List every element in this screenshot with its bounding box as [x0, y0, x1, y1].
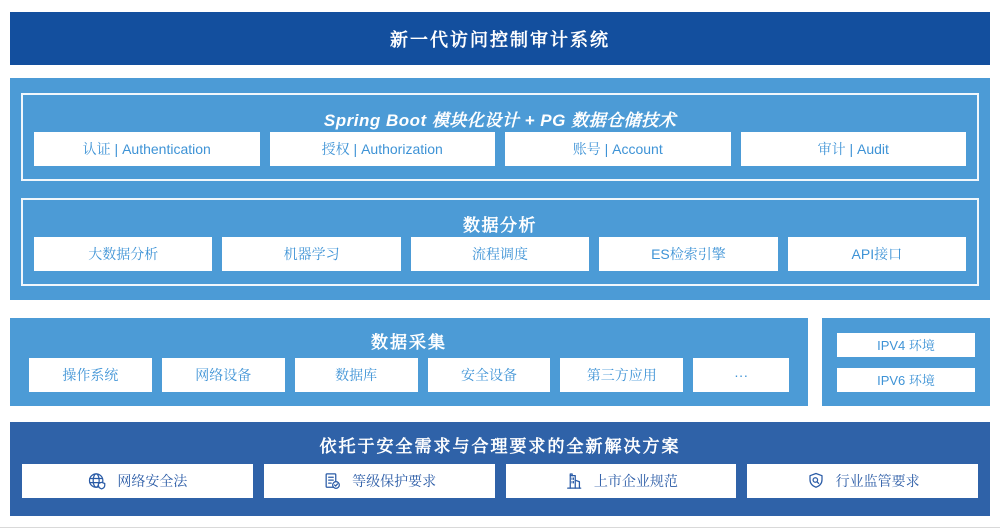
shield-magnifier-icon: [806, 471, 826, 491]
solution-box-label: 网络安全法: [117, 473, 188, 489]
analysis-box-scheduling: 流程调度: [411, 237, 589, 271]
solution-box-industry-regulation: [747, 464, 978, 498]
analysis-box-api: API接口: [788, 237, 966, 271]
module-box-authentication: 认证 | Authentication: [34, 132, 260, 166]
env-box-ipv4: IPV4 环境: [837, 333, 975, 357]
page-title: 新一代访问控制审计系统: [390, 29, 610, 50]
solution-box-cybersecurity-law: [22, 464, 253, 498]
globe-shield-icon: [87, 471, 107, 491]
analysis-box-bigdata: 大数据分析: [34, 237, 212, 271]
top-banner: [10, 12, 990, 65]
solution-panel: [10, 422, 990, 516]
module-box-account: 账号 | Account: [505, 132, 731, 166]
collection-box-os: 操作系统: [29, 358, 152, 392]
spring-section: [21, 93, 979, 181]
solution-box-listed-company: [506, 464, 737, 498]
collection-box-network-device: 网络设备: [162, 358, 285, 392]
module-box-authorization: 授权 | Authorization: [270, 132, 496, 166]
collection-row: [29, 358, 789, 392]
analysis-box-es: ES检索引擎: [599, 237, 777, 271]
collection-title: 数据采集: [371, 333, 447, 352]
analysis-section-title: 数据分析: [463, 216, 537, 235]
analysis-section: [21, 198, 979, 286]
collection-box-database: 数据库: [295, 358, 418, 392]
solution-box-label: 等级保护要求: [352, 473, 437, 489]
solution-row: [22, 464, 978, 498]
spring-section-title: Spring Boot 模块化设计 + PG 数据仓储技术: [323, 111, 677, 130]
analysis-box-ml: 机器学习: [222, 237, 400, 271]
env-box-ipv6: IPV6 环境: [837, 368, 975, 392]
building-icon: [564, 471, 584, 491]
collection-box-more: ···: [693, 358, 789, 392]
module-box-audit: 审计 | Audit: [741, 132, 967, 166]
platform-panel: [10, 78, 990, 300]
env-panel: [822, 318, 990, 406]
collection-box-thirdparty: 第三方应用: [560, 358, 683, 392]
collection-box-security-device: 安全设备: [428, 358, 551, 392]
solution-title: 依托于安全需求与合理要求的全新解决方案: [319, 437, 681, 456]
document-check-icon: [322, 471, 342, 491]
spring-module-row: [23, 132, 977, 179]
solution-box-graded-protection: [264, 464, 495, 498]
solution-box-label: 行业监管要求: [835, 473, 920, 489]
solution-box-label: 上市企业规范: [593, 473, 678, 489]
analysis-module-row: [23, 237, 977, 284]
collection-panel: [10, 318, 808, 406]
page-bottom-divider: [0, 527, 1000, 528]
